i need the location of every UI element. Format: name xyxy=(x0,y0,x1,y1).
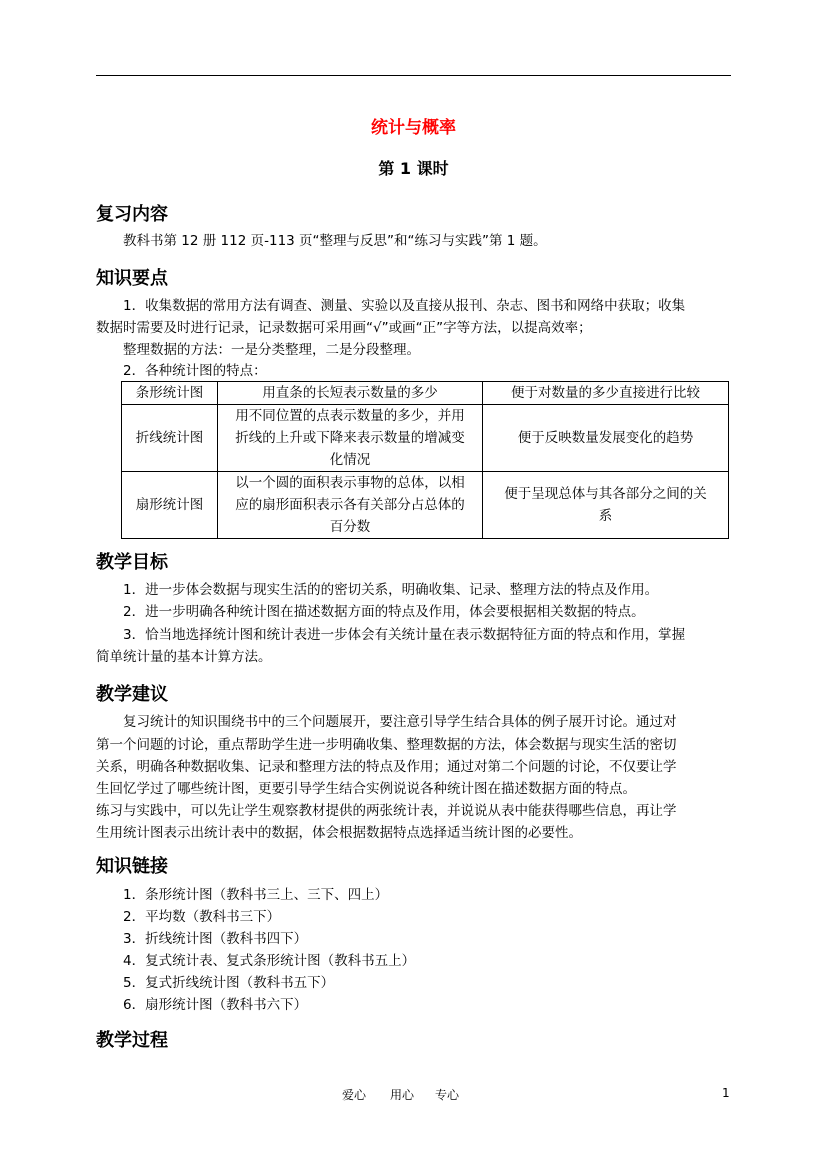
footer-text-1: 爱心 xyxy=(342,1088,367,1102)
table-cell-name: 扇形统计图 xyxy=(122,472,218,539)
table-row xyxy=(122,472,729,539)
heading-advice: 教学建议 xyxy=(96,684,168,705)
table-cell-desc: 用不同位置的点表示数量的多少，并用 折线的上升或下降来表示数量的增减变 化情况 xyxy=(218,405,483,472)
advice-line-3: 关系，明确各种数据收集、记录和整理方法的特点及作用；通过对第二个问题的讨论，不仅要让学 xyxy=(96,759,677,775)
table-cell-name: 折线统计图 xyxy=(122,405,218,472)
table-cell-use: 便于对数量的多少直接进行比较 xyxy=(483,382,729,405)
knowledge-p2: 整理数据的方法：一是分类整理，二是分段整理。 xyxy=(123,342,420,358)
lesson-subtitle: 第 1 课时 xyxy=(378,159,449,178)
heading-links: 知识链接 xyxy=(96,856,168,877)
goal-2: 2．进一步明确各种统计图在描述数据方面的特点及作用，体会要根据相关数据的特点。 xyxy=(123,604,645,620)
list-item: 6．扇形统计图（教科书六下） xyxy=(123,997,308,1013)
footer-text-2: 用心 xyxy=(390,1088,415,1102)
heading-process: 教学过程 xyxy=(96,1030,168,1051)
advice-line-4: 生回忆学过了哪些统计图，更要引导学生结合实例说说各种统计图在描述数据方面的特点。 xyxy=(96,781,636,797)
advice-line-2: 第一个问题的讨论，重点帮助学生进一步明确收集、整理数据的方法，体会数据与现实生活的密切 xyxy=(96,737,677,753)
list-item: 4．复式统计表、复式条形统计图（教科书五上） xyxy=(123,953,416,969)
goal-3-line1: 3．恰当地选择统计图和统计表进一步体会有关统计量在表示数据特征方面的特点和作用，掌握 xyxy=(123,627,686,643)
heading-knowledge: 知识要点 xyxy=(96,268,168,289)
page-number: 1 xyxy=(722,1086,730,1100)
chart-features-table xyxy=(121,381,729,539)
document-title: 统计与概率 xyxy=(371,118,456,138)
heading-review: 复习内容 xyxy=(96,204,168,225)
knowledge-p1-line1: 1．收集数据的常用方法有调查、测量、实验以及直接从报刊、杂志、图书和网络中获取；收集 xyxy=(123,298,686,314)
table-cell-desc: 用直条的长短表示数量的多少 xyxy=(218,382,483,405)
goal-3-line2: 简单统计量的基本计算方法。 xyxy=(96,649,272,665)
table-cell-use: 便于呈现总体与其各部分之间的关 系 xyxy=(483,472,729,539)
knowledge-p1-line2: 数据时需要及时进行记录，记录数据可采用画“√”或画“正”字等方法，以提高效率； xyxy=(96,320,592,336)
table-cell-use: 便于反映数量发展变化的趋势 xyxy=(483,405,729,472)
table-cell-desc: 以一个圆的面积表示事物的总体，以相 应的扇形面积表示各有关部分占总体的 百分数 xyxy=(218,472,483,539)
knowledge-p3: 2．各种统计图的特点： xyxy=(123,363,267,379)
table-cell-name: 条形统计图 xyxy=(122,382,218,405)
table-row xyxy=(122,405,729,472)
review-text: 教科书第 12 册 112 页-113 页“整理与反思”和“练习与实践”第 1 题。 xyxy=(123,233,547,249)
list-item: 2．平均数（教科书三下） xyxy=(123,909,281,925)
list-item: 3．折线统计图（教科书四下） xyxy=(123,931,308,947)
header-rule xyxy=(96,75,731,76)
table-row xyxy=(122,382,729,405)
footer-text-3: 专心 xyxy=(435,1088,460,1102)
goal-1: 1．进一步体会数据与现实生活的的密切关系，明确收集、记录、整理方法的特点及作用。 xyxy=(123,582,659,598)
heading-goals: 教学目标 xyxy=(96,552,168,573)
advice-line-5: 练习与实践中，可以先让学生观察教材提供的两张统计表，并说说从表中能获得哪些信息，再让学 xyxy=(96,803,677,819)
advice-line-1: 复习统计的知识围绕书中的三个问题展开，要注意引导学生结合具体的例子展开讨论。通过对 xyxy=(123,714,677,730)
advice-line-6: 生用统计图表示出统计表中的数据，体会根据数据特点选择适当统计图的必要性。 xyxy=(96,825,582,841)
list-item: 5．复式折线统计图（教科书五下） xyxy=(123,975,335,991)
list-item: 1．条形统计图（教科书三上、三下、四上） xyxy=(123,887,389,903)
